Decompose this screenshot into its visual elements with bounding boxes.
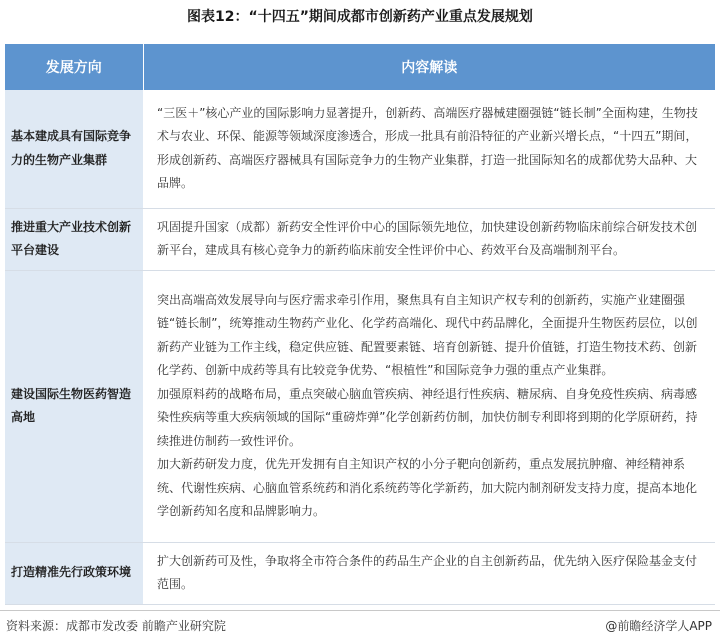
direction-cell: 推进重大产业技术创新平台建设 (5, 208, 143, 270)
footer (0, 610, 720, 640)
direction-cell: 建设国际生物医药智造高地 (5, 270, 143, 542)
content-paragraph: 扩大创新药可及性，争取将全市符合条件的药品生产企业的自主创新药品，优先纳入医疗保险基金支付范围。 (157, 553, 698, 591)
header-direction: 发展方向 (5, 44, 143, 90)
table-header-row (5, 44, 715, 90)
direction-cell: 打造精准先行政策环境 (5, 542, 143, 604)
table-row (5, 542, 715, 604)
content-cell (143, 542, 715, 604)
table-row (5, 208, 715, 270)
content-cell (143, 270, 715, 542)
content-paragraph: 加大新药研发力度，优先开发拥有自主知识产权的小分子靶向创新药，重点发展抗肿瘤、神经精神系统、代谢性疾病、心脑血管系统药和消化系统药等化学新药，加大院内制剂研发支持力度，提高本地化学创新药知名度和品牌影响力。 (157, 457, 698, 518)
content-paragraph: “三医＋”核心产业的国际影响力显著提升，创新药、高端医疗器械建圈强链“链长制”全面构建，生物技术与农业、环保、能源等领域深度渗透合，形成一批具有前沿特征的产业新兴增长点，“十四五”期间，形成创新药、高端医疗器械具有国际竞争力的生物产业集群，打造一批国际知名的成都优势大品种、大品牌。 (157, 105, 698, 191)
content-cell (143, 208, 715, 270)
content-paragraph: 加强原料药的战略布局，重点突破心脑血管疾病、神经退行性疾病、糖尿病、自身免疫性疾病、病毒感染性疾病等重大疾病领域的国际“重磅炸弹”化学创新药仿制，加快仿制专利即将到期的化学原研药，持续推进仿制药一致性评价。 (157, 386, 698, 448)
planning-table (5, 44, 715, 605)
direction-cell: 基本建成具有国际竞争力的生物产业集群 (5, 90, 143, 208)
content-paragraph: 突出高端高效发展导向与医疗需求牵引作用，聚焦具有自主知识产权专利的创新药，实施产业建圈强链“链长制”，统筹推动生物药产业化、化学药高端化、现代中药品牌化，全面提升生物医药层位，以创新药产业链为工作主线，稳定供应链、配置要素链、培育创新链、提升价值链，打造生物技术药、创新化学药、创新中成药等具有比较竞争优势、“根植性”和国际竞争力强的重点产业集群。 (157, 292, 698, 377)
content-cell (143, 90, 715, 208)
table-row (5, 90, 715, 208)
source-note: 资料来源：成都市发改委 前瞻产业研究院 (6, 619, 226, 633)
content-paragraph: 巩固提升国家（成都）新药安全性评价中心的国际领先地位，加快建设创新药物临床前综合研发技术创新平台，建成具有核心竞争力的新药临床前安全性评价中心、药效平台及高端制剂平台。 (157, 219, 698, 257)
chart-title: 图表12：“十四五”期间成都市创新药产业重点发展规划 (187, 9, 533, 25)
table-row (5, 270, 715, 542)
header-content: 内容解读 (143, 44, 715, 90)
brand-credit: @前瞻经济学人APP (605, 619, 712, 633)
